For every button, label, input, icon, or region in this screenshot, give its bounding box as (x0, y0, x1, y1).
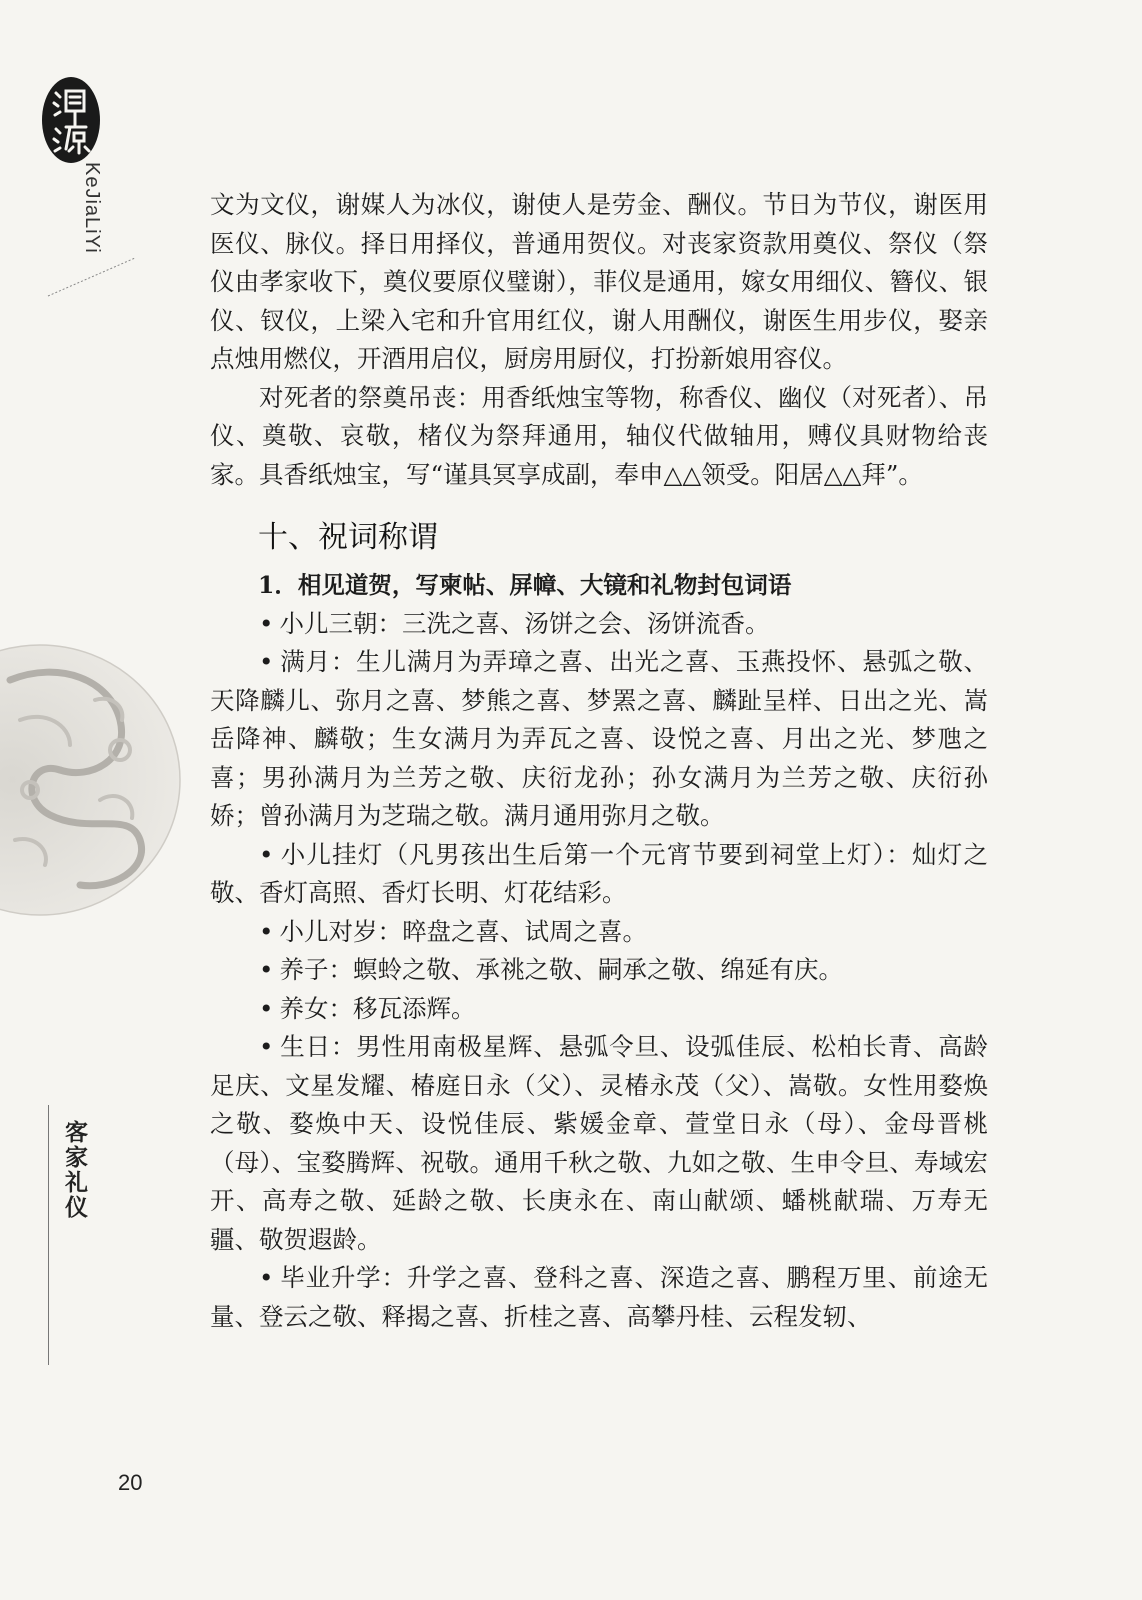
bullet-dot: • (259, 955, 274, 984)
book-title-rule (48, 1105, 49, 1365)
bullet-dot: • (259, 608, 274, 638)
bullet-text: 养女：移瓦添辉。 (279, 993, 476, 1023)
bullet-dot: • (259, 916, 274, 946)
bullet-item (210, 990, 988, 1029)
bullet-text: 毕业升学：升学之喜、登科之喜、深造之喜、鹏程万里、前途无量、登云之敬、释揭之喜、折桂之喜、高攀丹桂、云程发轫、 (210, 1263, 988, 1331)
bullet-text: 生日：男性用南极星辉、悬弧令旦、设弧佳辰、松柏长青、高龄足庆、文星发耀、椿庭日永（父）、灵椿永茂（父）、嵩敬。女性用婺焕之敬、婺焕中天、设悦佳辰、紫媛金章、萱堂日永（母）、金母晋桃（母）、宝婺腾辉、祝敬。通用千秋之敬、九如之敬、生申令旦、寿域宏开、高寿之敬、延龄之敬、长庚永在、南山献颂、蟠桃献瑞、万寿无疆、敬贺遐龄。 (210, 1032, 988, 1254)
series-title-vertical: KeJiaLiYi (81, 162, 103, 254)
bullet-text: 满月：生儿满月为弄璋之喜、出光之喜、玉燕投怀、悬弧之敬、天降麟儿、弥月之喜、梦熊之喜、梦罴之喜、麟趾呈样、日出之光、嵩岳降神、麟敬；生女满月为弄瓦之喜、设悦之喜、月出之光、梦虺之喜；男孙满月为兰芳之敬、庆衍龙孙；孙女满月为兰芳之敬、庆衍孙娇；曾孙满月为芝瑞之敬。满月通用弥月之敬。 (210, 647, 988, 830)
bullet-dot: • (259, 1032, 274, 1061)
bullet-item (210, 1028, 988, 1259)
bullet-item (210, 951, 988, 990)
bullet-text: 小儿挂灯（凡男孩出生后第一个元宵节要到祠堂上灯）：灿灯之敬、香灯高照、香灯长明、灯花结彩。 (210, 839, 988, 907)
bullet-dot: • (259, 839, 274, 869)
bullet-dot: • (259, 993, 274, 1023)
page-body (210, 186, 988, 1336)
section-heading: 十、祝词称谓 (258, 520, 438, 555)
bullet-item (210, 1259, 988, 1336)
bullet-text: 小儿对岁：晬盘之喜、试周之喜。 (279, 916, 647, 946)
decorative-diagonal-line (0, 0, 160, 320)
bullet-item (210, 913, 988, 952)
book-title-vertical: 客家礼仪 (61, 1120, 88, 1220)
bullet-item (210, 836, 988, 913)
bullet-text: 养子：螟蛉之敬、承祧之敬、嗣承之敬、绵延有庆。 (279, 955, 843, 984)
bullet-item (210, 643, 988, 836)
bullet-dot: • (259, 647, 274, 676)
bullet-text: 小儿三朝：三洗之喜、汤饼之会、汤饼流香。 (279, 608, 770, 638)
paragraph: 文为文仪，谢媒人为冰仪，谢使人是劳金、酬仪。节日为节仪，谢医用医仪、脉仪。择日用择仪，普通用贺仪。对丧家资款用奠仪、祭仪（祭仪由孝家收下，奠仪要原仪璧谢），菲仪是通用，嫁女用细仪、簪仪、银仪、钗仪，上梁入宅和升官用红仪，谢人用酬仪，谢医生用步仪，娶亲点烛用燃仪，开酒用启仪，厨房用厨仪，打扮新娘用容仪。 (210, 190, 988, 373)
paragraph: 对死者的祭奠吊丧：用香纸烛宝等物，称香仪、幽仪（对死者）、吊仪、奠敬、哀敬，楮仪为祭拜通用，轴仪代做轴用，赙仪具财物给丧家。具香纸烛宝，写“谨具冥享成副，奉申△△领受。阳居△△拜”。 (210, 382, 988, 489)
bullet-dot: • (259, 1263, 274, 1292)
dragon-ornament (0, 640, 185, 920)
bullet-item (210, 605, 988, 644)
subsection-heading: 1．相见道贺，写柬帖、屏幛、大镜和礼物封包词语 (258, 571, 792, 599)
page-number: 20 (118, 1470, 143, 1495)
